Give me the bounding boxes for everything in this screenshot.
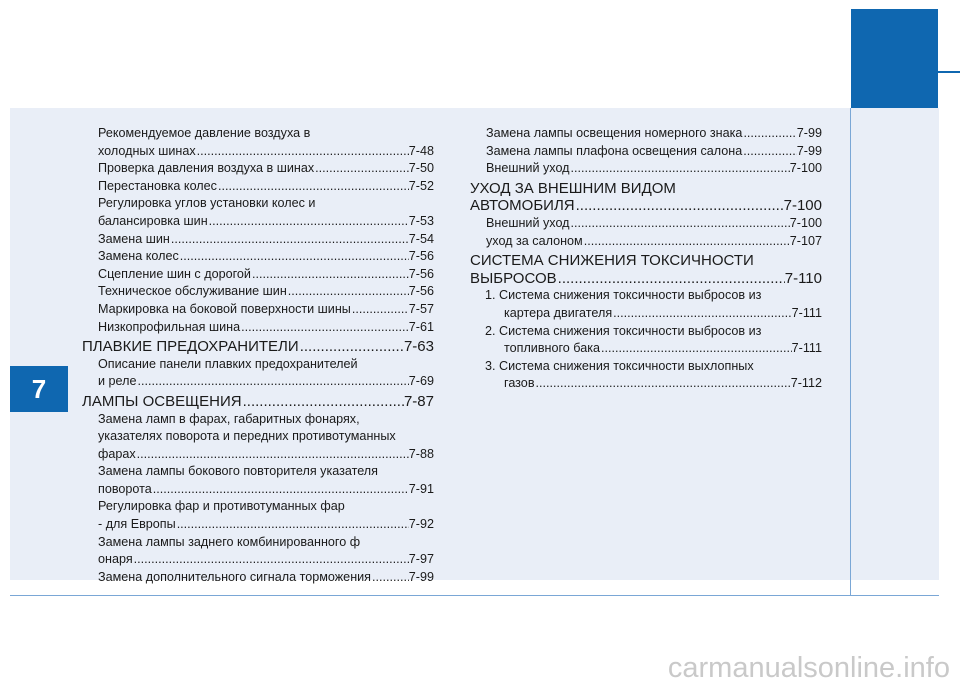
toc-entry[interactable] [82,266,434,284]
toc-entry-title: картера двигателя [504,305,613,320]
toc-entry-title: Замена шин [98,231,170,246]
toc-entry[interactable] [82,498,434,533]
dot-leader [287,283,409,301]
toc-page-number: 7-48 [408,143,434,158]
toc-entry-text-line: УХОД ЗА ВНЕШНИМ ВИДОМ [470,179,676,197]
toc-entry[interactable] [470,287,822,322]
toc-entry[interactable] [82,283,434,301]
dot-leader [583,233,790,251]
toc-entry[interactable] [82,178,434,196]
toc-entry-title: и реле [98,374,137,389]
toc-page-number: 7-112 [790,376,822,391]
toc-entry-title: топливного бака [504,341,601,356]
toc-entry-title: Сцепление шин с дорогой [98,266,251,281]
toc-entry-text-line: Регулировка углов установки колес и [98,196,316,211]
dot-leader [179,248,409,266]
toc-entry-text-line: Описание панели плавких предохранителей [98,356,358,371]
dot-leader [371,569,409,587]
toc-entry[interactable] [470,215,822,233]
toc-page-number: 7-69 [408,374,434,389]
dot-leader [176,516,409,534]
toc-entry-title: холодных шинах [98,143,196,158]
toc-page-number: 7-56 [408,266,434,281]
toc-page-number: 7-91 [408,481,434,496]
toc-entry-leader-line [486,233,822,251]
toc-page-number: 7-50 [408,161,434,176]
dot-leader [196,143,409,161]
toc-entry-text-line: Замена ламп в фарах, габаритных фонарях, [98,411,360,426]
toc-page-number: 7-107 [789,233,822,248]
toc-entry-leader-line [98,446,434,464]
dot-leader [152,481,409,499]
dot-leader [575,197,784,215]
toc-entry[interactable] [82,411,434,464]
toc-entry-title: АВТОМОБИЛЯ [470,197,575,215]
toc-entry-title: - для Европы [98,517,176,532]
toc-entry-leader-line [485,340,822,358]
toc-entry-leader-line [98,248,434,266]
dot-leader [133,551,409,569]
toc-entry-leader-line [98,266,434,284]
toc-page-number: 7-111 [791,341,822,356]
toc-entry[interactable] [82,319,434,337]
toc-page-number: 7-100 [789,161,822,176]
toc-entry-leader-line [470,270,822,288]
toc-entry-text-line: Рекомендуемое давление воздуха в [98,126,311,140]
toc-entry-text-line: Регулировка фар и противотуманных фар [98,499,345,514]
toc-page-number: 7-111 [791,305,822,320]
toc-entry-title: Замена лампы освещения номерного знака [486,126,743,140]
toc-entry-title: Низкопрофильная шина [98,319,241,334]
toc-entry-title: ПЛАВКИЕ ПРЕДОХРАНИТЕЛИ [82,338,299,356]
toc-entry-leader-line [486,125,822,143]
toc-entry-title: ЛАМПЫ ОСВЕЩЕНИЯ [82,392,242,410]
toc-page-number: 7-52 [408,178,434,193]
toc-entry-leader-line [98,160,434,178]
toc-entry-leader-line [82,338,434,356]
toc-entry-title: газов [504,376,535,391]
dot-leader [217,178,409,196]
dot-leader [136,446,409,464]
toc-entry-title: Замена колес [98,249,179,264]
toc-page-number: 7-61 [408,319,434,334]
toc-entry-leader-line [98,569,434,587]
toc-entry[interactable] [470,323,822,358]
dot-leader [208,213,409,231]
dot-leader [570,215,790,233]
toc-page-number: 7-63 [403,338,434,356]
toc-entry-leader-line [486,160,822,178]
toc-page-number: 7-97 [408,552,434,567]
toc-page-number: 7-88 [408,446,434,461]
toc-entry[interactable] [82,534,434,569]
toc-entry-leader-line [98,283,434,301]
toc-entry-leader-line [486,143,822,161]
dot-leader [742,143,797,161]
toc-entry-title: Маркировка на боковой поверхности шины [98,301,351,316]
dot-leader [242,393,404,411]
dot-leader [351,301,409,319]
toc-entry[interactable] [470,233,822,251]
chapter-tab-top [851,9,938,108]
toc-entry-text-line: указателях поворота и передних противотуманных [98,429,396,444]
toc-page-number: 7-100 [783,197,822,215]
toc-entry[interactable] [82,248,434,266]
dot-leader [612,305,792,323]
toc-entry-title: онаря [98,552,133,567]
toc-page-number: 7-99 [796,126,822,140]
toc-entry-leader-line [98,213,434,231]
toc-entry[interactable] [470,125,822,143]
toc-page-number: 7-87 [403,392,434,410]
toc-entry-leader-line [470,197,822,215]
dot-leader [314,160,409,178]
dot-leader [557,270,785,288]
toc-entry[interactable] [470,160,822,178]
dot-leader [240,319,409,337]
toc-entry-leader-line [485,305,822,323]
toc-entry-leader-line [98,231,434,249]
dot-leader [170,231,409,249]
toc-column-right [470,125,822,393]
toc-entry[interactable] [82,195,434,230]
toc-entry[interactable] [82,125,434,160]
dot-leader [600,340,792,358]
toc-entry-title: балансировка шин [98,213,208,228]
chapter-number-badge: 7 [10,366,68,412]
toc-entry-title: фарах [98,446,136,461]
toc-entry-leader-line [485,375,822,393]
toc-entry-title: поворота [98,481,152,496]
toc-entry-text-line: 1. Система снижения токсичности выбросов из [485,288,762,303]
toc-entry-title: уход за салоном [486,233,583,248]
toc-entry-leader-line [486,215,822,233]
watermark-text: carmanualsonline.info [667,652,950,684]
toc-page-number: 7-99 [408,569,434,584]
toc-entry-text-line: Замена лампы бокового повторителя указателя [98,464,378,479]
toc-entry-title: Замена дополнительного сигнала торможения [98,569,371,584]
dot-leader [251,266,409,284]
margin-rule-vertical [850,108,851,596]
toc-entry-title: Техническое обслуживание шин [98,284,287,299]
toc-entry-leader-line [98,319,434,337]
toc-entry-title: Внешний уход [486,161,570,176]
toc-entry[interactable] [82,301,434,319]
toc-page-number: 7-100 [789,215,822,230]
toc-page-number: 7-99 [796,143,822,158]
toc-entry-leader-line [98,143,434,161]
dot-leader [299,338,404,356]
dot-leader [742,125,796,143]
toc-page-number: 7-54 [408,231,434,246]
toc-entry[interactable] [470,358,822,393]
toc-entry-title: Внешний уход [486,215,570,230]
toc-entry-text-line: 2. Система снижения токсичности выбросов из [485,323,762,338]
toc-page-number: 7-56 [408,284,434,299]
footer-rule [10,595,939,596]
toc-column-left [82,125,434,586]
toc-entry-leader-line [82,393,434,411]
toc-entry[interactable] [470,143,822,161]
toc-page-number: 7-57 [408,301,434,316]
dot-leader [570,160,790,178]
toc-entry-leader-line [98,516,434,534]
toc-entry-leader-line [98,373,434,391]
toc-section-heading[interactable] [82,338,434,356]
toc-entry[interactable] [82,463,434,498]
toc-page-number: 7-56 [408,249,434,264]
toc-page-number: 7-53 [408,213,434,228]
toc-entry-title: Замена лампы плафона освещения салона [486,143,743,158]
toc-entry-leader-line [98,301,434,319]
toc-entry-text-line: 3. Система снижения токсичности выхлопных [485,358,754,373]
toc-entry[interactable] [82,356,434,391]
header-rule [938,71,960,73]
toc-page-number: 7-92 [408,517,434,532]
toc-page-number: 7-110 [784,269,822,287]
toc-entry-leader-line [98,481,434,499]
toc-entry[interactable] [82,231,434,249]
toc-entry-leader-line [98,551,434,569]
toc-entry-leader-line [98,178,434,196]
toc-entry[interactable] [82,160,434,178]
toc-entry-text-line: СИСТЕМА СНИЖЕНИЯ ТОКСИЧНОСТИ [470,252,754,270]
toc-entry-text-line: Замена лампы заднего комбинированного ф [98,534,361,549]
toc-entry-title: Перестановка колес [98,178,217,193]
toc-section-heading[interactable] [470,180,822,215]
toc-section-heading[interactable] [82,393,434,411]
toc-entry-title: ВЫБРОСОВ [470,269,557,287]
dot-leader [136,373,408,391]
dot-leader [535,375,791,393]
toc-entry[interactable] [82,569,434,587]
toc-entry-title: Проверка давления воздуха в шинах [98,161,315,176]
toc-section-heading[interactable] [470,252,822,287]
